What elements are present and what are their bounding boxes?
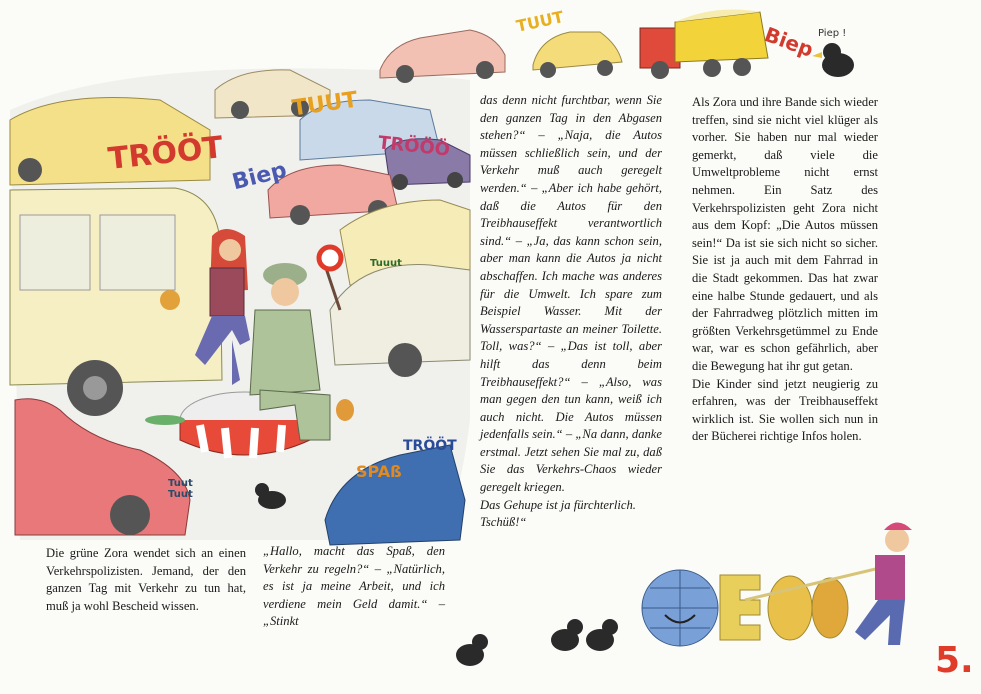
dialogue-paragraph-start: „Hallo, macht das Spaß, den Verkehr zu regeln?“ – „Natürlich, es ist ja meine Arbeit, und ich verdiene mein Geld damit.“ – „Stinkt [263,544,445,629]
sound-tuut-top: TUUT [514,7,566,36]
sound-tuut-tuut: Tuut Tuut [168,478,193,500]
dialogue-paragraph-continued: das denn nicht furchtbar, wenn Sie den ganzen Tag in den Abgasen stehen?“ – „Naja, die Autos müssen schließlich sein, und der Verkehr muß auch geregelt werden.“ – „Aber ich habe gehört, daß die Autos für den Treibhauseffekt verantwortlich sind.“ – „Ja, das kann schon sein, aber man kann die Autos ja nicht abschaffen. Ich mache was anderes für die Umwelt. Ich spare zum Beispiel Wasser. Mit der Wasserspartaste an meiner Toilette. Toll, was?“ – „Das ist toll, aber hilft das denn beim Treibhauseffekt?“ – „Also, was man gegen den tun kann, weiß ich auch nicht. Die Autos müssen jedenfalls sein.“ – „Na dann, danke erstmal. Jetzt sehen Sie mal zu, daß Sie das Verkehrs-Chaos wieder geregelt kriegen. [480,93,662,495]
sound-troot: TRÖÖT [106,130,225,177]
car-pink-top [380,30,505,83]
dialogue-paragraph-end: Das Gehupe ist ja fürchterlich. Tschüß!“ [480,497,636,530]
sound-troot-bottom: TRÖÖT [403,438,457,454]
eco-letters [720,575,848,640]
crows-bottom [456,619,618,666]
summary-paragraph-2: Die Kinder sind jetzt neugierig zu erfahren, was der Treibhauseffekt wirklich ist. Sie wollen sich nun in der Bücherei richtige Infos holen. [692,376,878,444]
sound-tuut-middle: TUUT [290,87,360,122]
skateboard [145,415,185,425]
summary-paragraph-1: Als Zora und ihre Bande sich wieder treffen, sind sie nicht viel klüger als vorher. Sie haben nur mal wieder gemerkt, daß viele die Umweltprobleme nicht ernst nehmen. Ein Satz des Verkehrspolizisten geht Zora nicht aus dem Kopf: „Die Autos müssen sein!“ Da ist sie sich nicht so sicher. Sie ist ja auch mit dem Fahrrad in die Stadt gekommen. Das hat zwar eine halbe Stunde gedauert, und als der Fahrradweg plötzlich mitten im größten Verkehrsgetümmel zu Ende war, war es schon gefährlich, aber die Bewegung hat ihr gut getan. [692,95,878,373]
text-column-summary [692,94,878,446]
text-column-dialogue [480,92,662,532]
dump-truck [640,10,768,79]
sound-tuuut-small: Tuuut [370,258,402,269]
sound-biep-top: Biep [761,22,817,62]
page-number: 5. [935,640,974,681]
dog [336,399,354,421]
sound-trooo: TRÖÖÖ [377,132,451,161]
crow-top [812,43,854,77]
sound-spass: SPAß [356,462,402,481]
sound-biep-left: Biep [229,157,290,196]
car-yellow-top [533,32,622,78]
sound-piep: Piep ! [818,28,847,39]
text-column-intro [46,545,246,615]
text-column-dialogue-start [263,543,445,631]
intro-paragraph: Die grüne Zora wendet sich an einen Verkehrspolizisten. Jemand, der den ganzen Tag mit Verkehr zu tun hat, muß ja wohl Bescheid wissen. [46,546,246,613]
globe [642,570,718,646]
